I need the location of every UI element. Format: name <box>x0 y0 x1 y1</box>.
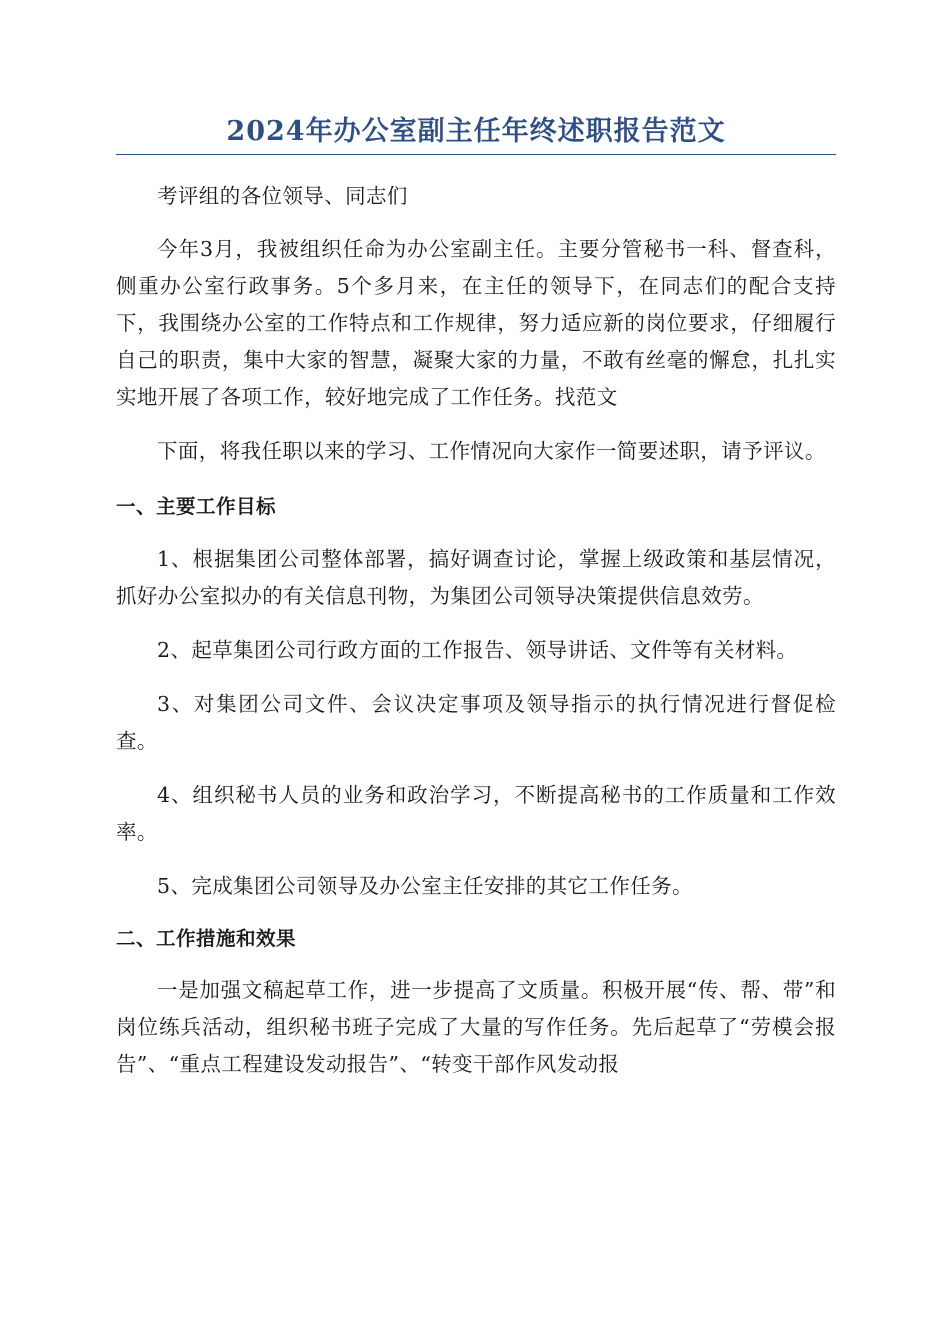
goal-item-3: 3、对集团公司文件、会议决定事项及领导指示的执行情况进行督促检查。 <box>116 692 836 753</box>
document-page <box>116 112 836 1083</box>
goal-item-1: 1、根据集团公司整体部署，搞好调查讨论，掌握上级政策和基层情况，抓好办公室拟办的有关信息刊物，为集团公司领导决策提供信息效劳。 <box>116 547 836 608</box>
intro-paragraph-1: 今年3月，我被组织任命为办公室副主任。主要分管秘书一科、督查科，侧重办公室行政事务。5个多月来，在主任的领导下，在同志们的配合支持下，我围绕办公室的工作特点和工作规律，努力适应新的岗位要求，仔细履行自己的职责，集中大家的智慧，凝聚大家的力量，不敢有丝毫的懈怠，扎扎实实地开展了各项工作，较好地完成了工作任务。找范文 <box>116 237 836 409</box>
intro-paragraph-2: 下面，将我任职以来的学习、工作情况向大家作一简要述职，请予评议。 <box>157 439 826 463</box>
section-heading-goals: 一、主要工作目标 <box>116 495 277 518</box>
measures-paragraph-1: 一是加强文稿起草工作，进一步提高了文质量。积极开展“传、帮、带”和岗位练兵活动，组织秘书班子完成了大量的写作任务。先后起草了“劳模会报告”、“重点工程建设发动报告”、“转变干部作风发动报 <box>116 978 836 1076</box>
goal-item-2: 2、起草集团公司行政方面的工作报告、领导讲话、文件等有关材料。 <box>157 638 798 662</box>
section-heading-measures: 二、工作措施和效果 <box>116 927 297 950</box>
document-title: 2024年办公室副主任年终述职报告范文 <box>116 112 836 155</box>
goal-item-5: 5、完成集团公司领导及办公室主任安排的其它工作任务。 <box>157 874 693 898</box>
goal-item-4: 4、组织秘书人员的业务和政治学习，不断提高秘书的工作质量和工作效率。 <box>116 783 836 844</box>
salutation: 考评组的各位领导、同志们 <box>157 184 408 208</box>
